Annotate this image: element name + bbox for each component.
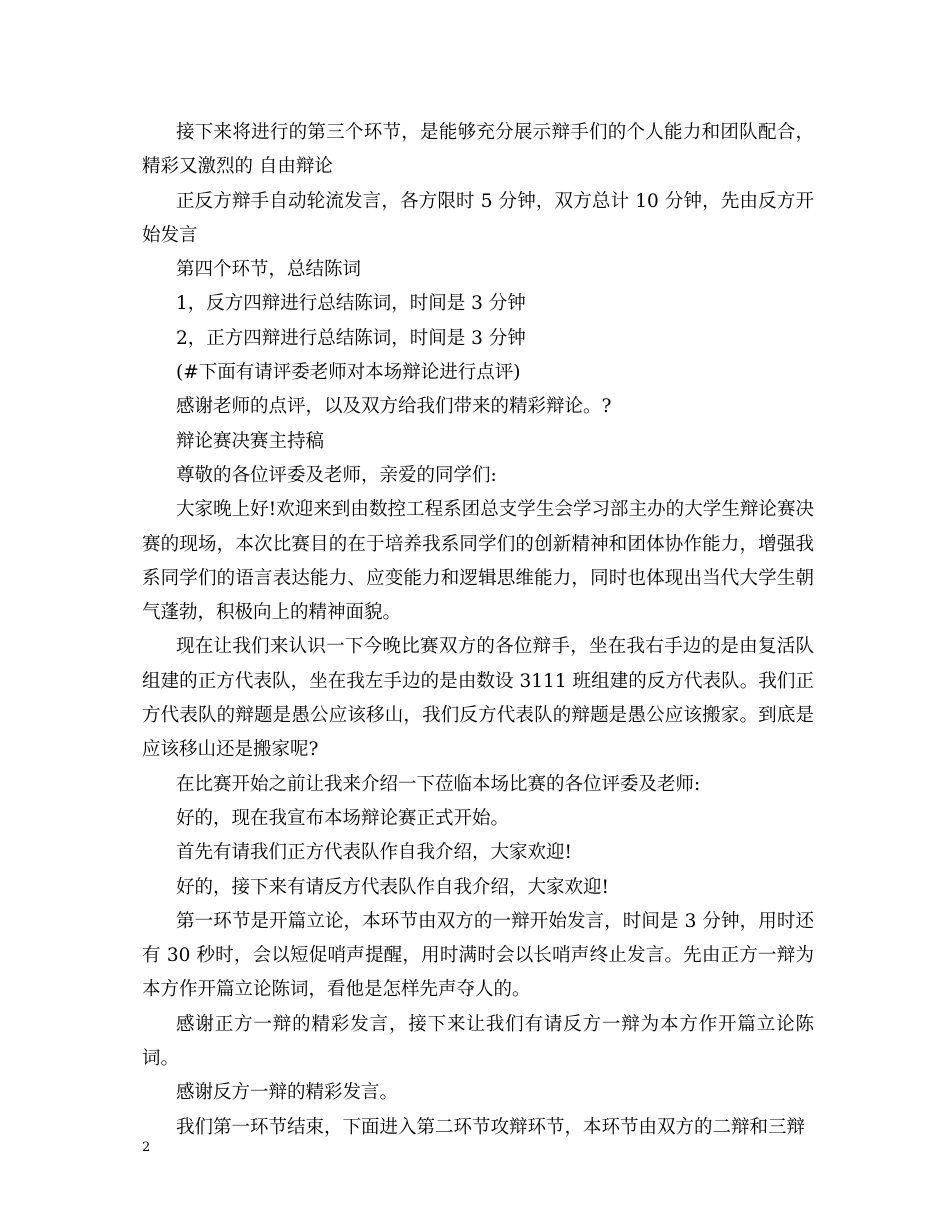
document-title: 辩论赛决赛主持稿: [176, 430, 325, 452]
salutation: 尊敬的各位评委及老师，亲爱的同学们:: [176, 464, 497, 486]
paragraph: 我们第一环节结束，下面进入第二环节攻辩环节，本环节由双方的二辩和三辩: [176, 1116, 806, 1138]
list-item: 2，正方四辩进行总结陈词，时间是 3 分钟: [176, 327, 526, 349]
section-heading: 第四个环节，总结陈词: [176, 259, 362, 281]
paragraph: 现在让我们来认识一下今晚比赛双方的各位辩手，坐在我右手边的是由复活队组建的正方代表队，坐在我左手边的是由数设 3111 班组建的反方代表队。我们正方代表队的辩题是愚公应该移山，我们反方代表队的辩题是愚公应该搬家。到底是应该移山还是搬家呢?: [142, 636, 814, 761]
stage-note: (#下面有请评委老师对本场辩论进行点评): [176, 362, 521, 384]
list-item: 1，反方四辩进行总结陈词，时间是 3 分钟: [176, 293, 526, 315]
document-body: [142, 116, 814, 1145]
paragraph: 好的，接下来有请反方代表队作自我介绍，大家欢迎!: [176, 876, 609, 898]
paragraph: 感谢正方一辩的精彩发言，接下来让我们有请反方一辩为本方作开篇立论陈词。: [142, 1013, 814, 1070]
page-number: 2: [142, 1140, 151, 1155]
paragraph: 第一环节是开篇立论，本环节由双方的一辩开始发言，时间是 3 分钟，用时还有 30 秒时，会以短促哨声提醒，用时满时会以长哨声终止发言。先由正方一辩为本方作开篇立论陈词，看他是怎样先声夺人的。: [142, 910, 814, 1001]
paragraph: 好的，现在我宣布本场辩论赛正式开始。: [176, 807, 510, 829]
paragraph: 感谢老师的点评，以及双方给我们带来的精彩辩论。?: [176, 396, 612, 418]
paragraph: 感谢反方一辩的精彩发言。: [176, 1082, 399, 1104]
paragraph: 正反方辩手自动轮流发言，各方限时 5 分钟，双方总计 10 分钟，先由反方开始发言: [142, 190, 814, 246]
paragraph: 大家晚上好!欢迎来到由数控工程系团总支学生会学习部主办的大学生辩论赛决赛的现场，本次比赛目的在于培养我系同学们的创新精神和团体协作能力，增强我系同学们的语言表达能力、应变能力和逻辑思维能力，同时也体现出当代大学生朝气蓬勃，积极向上的精神面貌。: [142, 499, 814, 624]
paragraph: 接下来将进行的第三个环节，是能够充分展示辩手们的个人能力和团队配合，精彩又激烈的 自由辩论: [142, 122, 814, 178]
paragraph: 在比赛开始之前让我来介绍一下莅临本场比赛的各位评委及老师:: [176, 773, 701, 795]
paragraph: 首先有请我们正方代表队作自我介绍，大家欢迎!: [176, 842, 572, 864]
